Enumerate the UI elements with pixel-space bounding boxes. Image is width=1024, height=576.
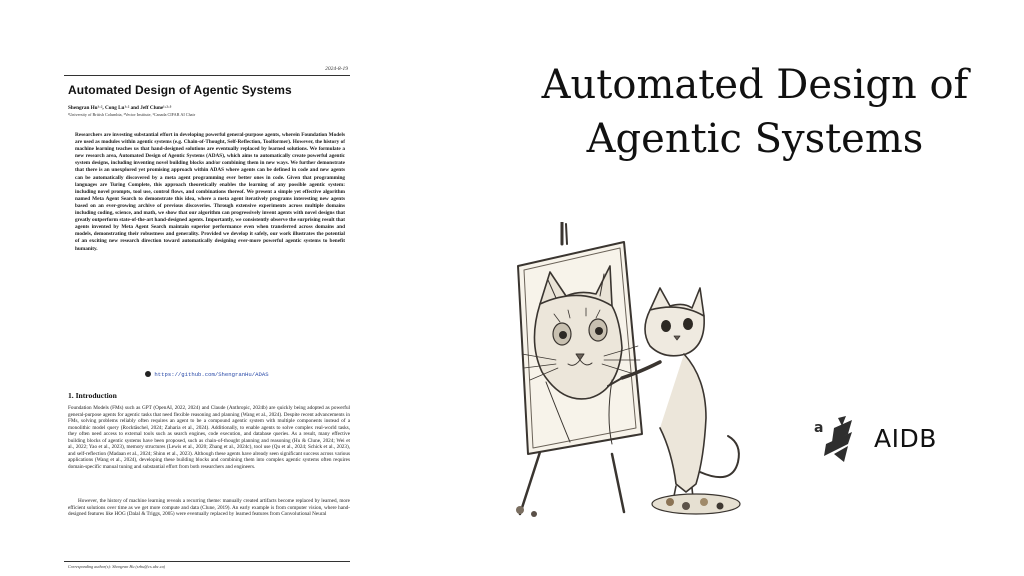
github-link[interactable] bbox=[64, 371, 350, 378]
brand-name: AIDB bbox=[874, 424, 937, 453]
aidb-logo-icon bbox=[812, 414, 868, 466]
paper-affiliations: ¹University of British Columbia, ²Vector Institute, ³Canada CIFAR AI Chair bbox=[68, 112, 196, 117]
paper-footnote: Corresponding author(s): Shengran Hu (srhu@cs.ubc.ca) bbox=[68, 564, 166, 569]
github-url: https://github.com/ShengranHu/ADAS bbox=[154, 371, 269, 378]
headline bbox=[520, 58, 990, 166]
intro-paragraph-2: However, the history of machine learning reveals a recurring theme: manually created artifacts become replaced by learned, more efficient solutions over time as we get more compute and data (Clune, 2019). An early example is from computer vision, where hand-designed features like HOG (Dalal & Triggs, 2005) were eventually replaced by learned features from Convolutional Neural bbox=[68, 498, 350, 518]
headline-line-2: Agentic Systems bbox=[586, 116, 924, 162]
github-icon bbox=[145, 371, 151, 377]
paper-abstract: Researchers are investing substantial effort in developing powerful general-purpose agents, wherein Foundation Models are used as modules within agentic systems (e.g. Chain-of-Thought, Self-Reflection, Toolformer). However, the history of machine learning teaches us that hand-designed solutions are eventually replaced by learned solutions. We formulate a new research area, Automated Design of Agentic Systems (ADAS), which aims to automatically create powerful agentic system designs, including inventing novel building blocks and/or combining them in new ways. We further demonstrate that there is an unexplored yet promising approach within ADAS where agents can be defined in code and new agents can be automatically discovered by a meta agent programming ever better ones in code. Given that programming languages are Turing Complete, this approach theoretically enables the learning of any possible agentic system: including novel prompts, tool use, control flows, and combinations thereof. We present a simple yet effective algorithm named Meta Agent Search to demonstrate this idea, where a meta agent iteratively programs interesting new agents based on an ever-growing archive of previous discoveries. Through extensive experiments across multiple domains including coding, science, and math, we show that our algorithm can progressively invent agents with novel designs that greatly outperform state-of-the-art hand-designed agents. Importantly, we consistently observe the surprising result that agents invented by Meta Agent Search maintain superior performance even when transferred across domains and models, demonstrating their robustness and generality. Provided we develop it safely, our work illustrates the potential of an exciting new research direction toward automatically designing ever-more powerful agentic systems to benefit humanity. bbox=[75, 132, 345, 252]
intro-paragraph-1: Foundation Models (FMs) such as GPT (OpenAI, 2022, 2024) and Claude (Anthropic, 2024b) are quickly being adopted as powerful general-purpose agents for agentic tasks that need flexible reasoning and planning (Wang et al., 2024). Despite recent advancements in FMs, solving problems reliably often requires an agent to be a compound agentic system with multiple components instead of a monolithic model query (Rocktäschel, 2024; Zaharia et al., 2024). Additionally, to enable agents to solve complex real-world tasks, they often need access to external tools such as search engines, code execution, and database queries. As a result, many effective building blocks of agentic systems have been proposed, such as chain-of-thought planning and reasoning (Hu & Clune, 2024; Wei et al., 2022; Yao et al., 2023), memory structures (Lewis et al., 2020; Zhang et al., 2024c), tool use (Qu et al., 2024; Schick et al., 2023), and self-reflection (Madaan et al., 2024; Shinn et al., 2023). Although these agents have already seen significant success across various applications (Wang et al., 2024), developing these building blocks and combining them into complex agentic systems often requires domain-specific manual tuning and substantial effort from both researchers and engineers. bbox=[68, 405, 350, 470]
paper-authors: Shengran Hu¹·², Cong Lu¹·² and Jeff Clune¹·²·³ bbox=[68, 105, 172, 111]
brand-logo bbox=[812, 414, 962, 466]
paper-title: Automated Design of Agentic Systems bbox=[68, 83, 292, 97]
section-heading: 1. Introduction bbox=[68, 391, 117, 400]
svg-text:a: a bbox=[814, 420, 824, 436]
paper-page bbox=[64, 64, 350, 569]
footnote-rule bbox=[64, 561, 350, 562]
paper-date: 2024-8-19 bbox=[325, 66, 348, 72]
headline-line-1: Automated Design of bbox=[541, 62, 969, 108]
cat-painting-illustration bbox=[500, 222, 776, 518]
cat-painting-cat-icon bbox=[500, 222, 776, 518]
header-rule bbox=[64, 75, 350, 76]
